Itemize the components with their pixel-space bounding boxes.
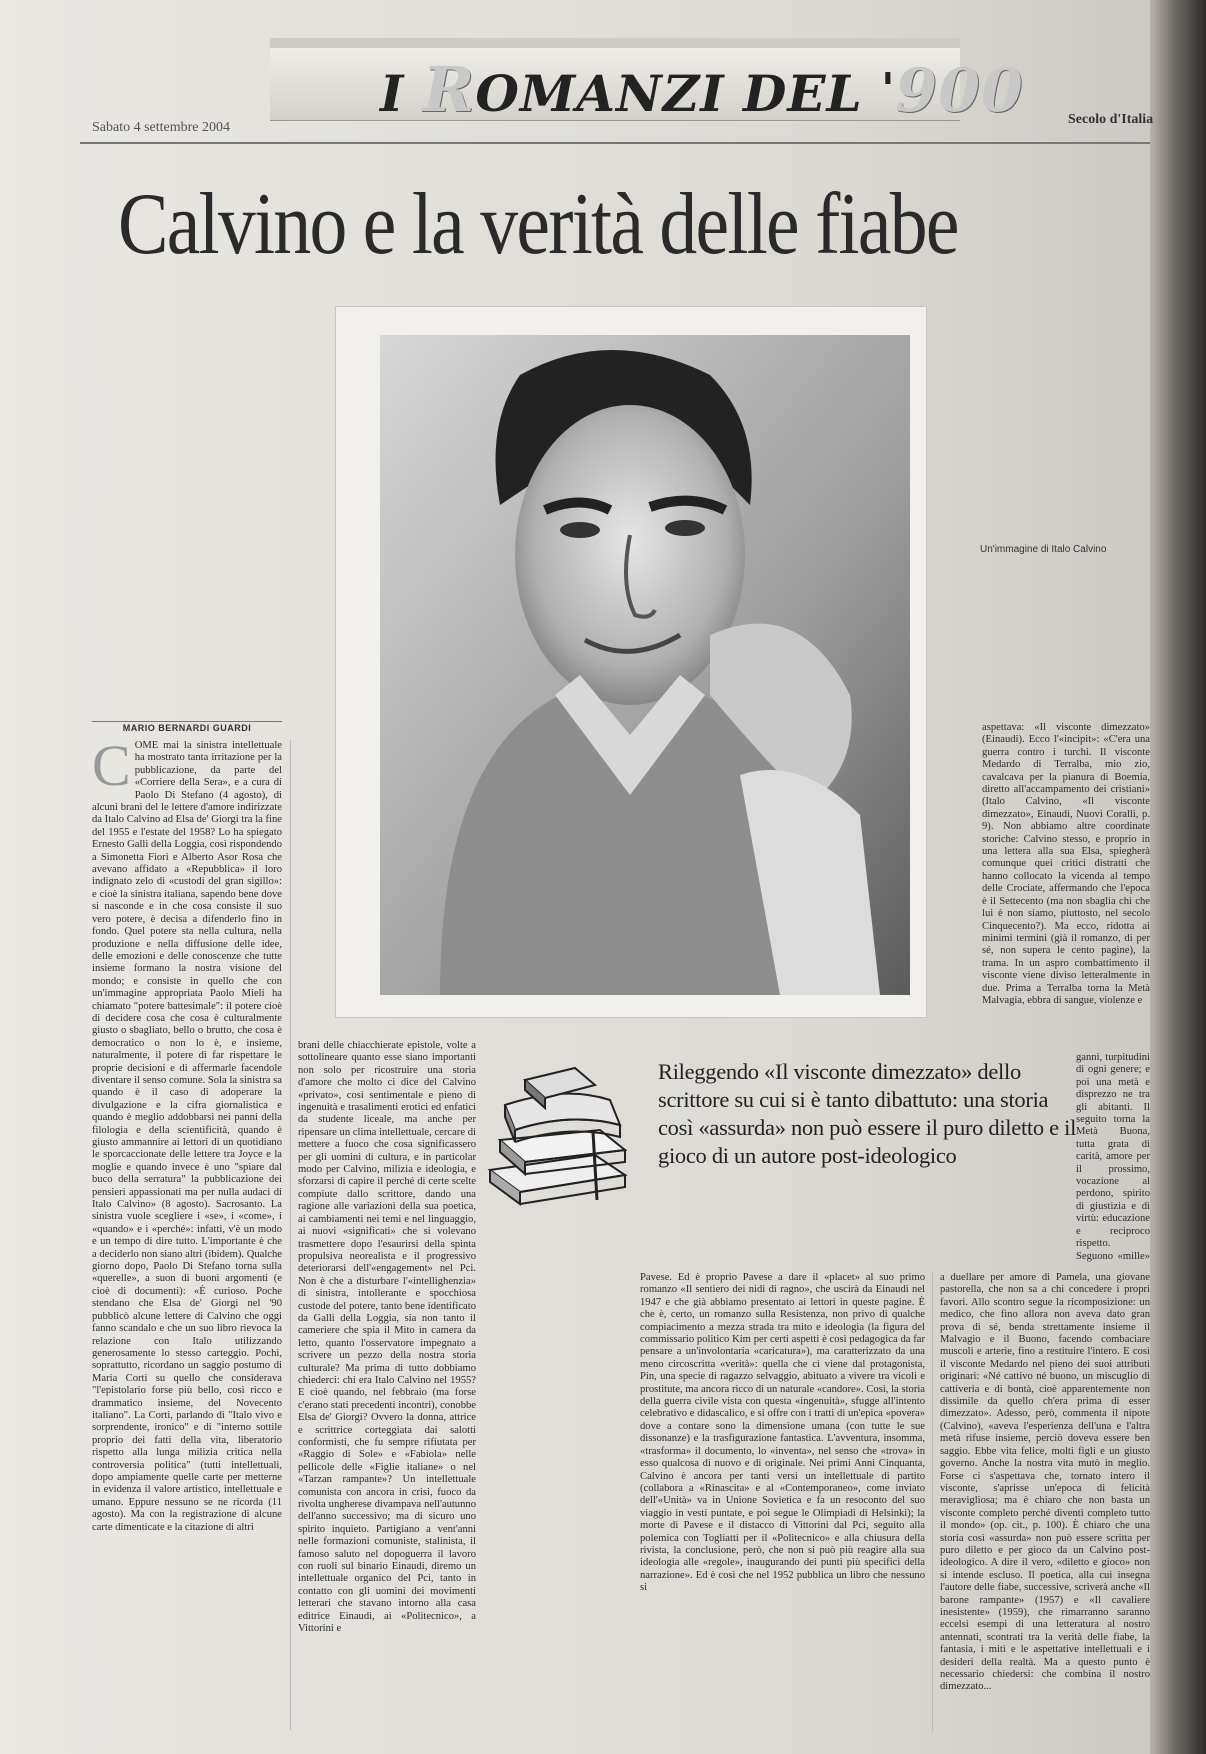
column-2-text: brani delle chiacchierate epistole, volte a sottolineare quanto esse siano importanti non solo per ricostruire una storia d'amore che molto ci dice del Calvino «privato», così sentimentale e pieno di ingenuità e trasalimenti erotici ed enfatici da studente liceale, ma anche per ripensare un clima intellettuale, cercare di mettere a fuoco che cosa significassero per gli uomini di cultura, e in particolar modo per Calvino, milizia e ideologia, e sforzarsi di capire il perché di certe scelte compiute dallo scrittore, dando una ragione alle variazioni della sua poetica, ai cambiamenti nei temi e nel linguaggio, ai nuovi «significati» che si volevano trasmettere dopo l'esaurirsi della spinta propulsiva neorealista e il progressivo deteriorarsi dell'«engagement» nel Pci. Non è che a disturbare l'«intellighenzia» di sinistra, intollerante e spocchiosa custode del potere, tanto bene identificato da Galli della Loggia, sia non tanto il cameriere che spia il Mito in camera da letto, quanto l'osservatore impegnato a scrivere un pezzo della nostra storia culturale? Ma prima di tutto dobbiamo chiederci: chi era Italo Calvino nel 1955? E cioè quando, nel febbraio (ma forse c'erano stati precedenti incontri), conobbe Elsa de' Giorgi? Ovvero la donna, attrice e scrittrice corteggiata dai salotti conformisti, che fu sempre rifiutata per «Raggio di Sole» e «Fabiola» nelle pellicole delle «Figlie italiane» o nel «Tarzan rampante»? Un intellettuale comunista con ancora in crisi, fuoco da rivolta ungherese divampava nell'autunno dell'anno successivo; ma di sicuro uno spirito inquieto. Partigiano a vent'anni nelle formazioni comuniste, stalinista, il famoso saluto nel dopoguerra il lavoro con ruoli sul binario Einaudi, diremo un intellettuale organico del Pci, tanto in contatto con gli uomini dei movimenti letterari che stavano intorno alla casa editrice Einaudi, ai «Politecnico», a Vittorini e — [298, 1040, 476, 1635]
column-divider — [290, 740, 291, 1730]
series-title-r: R — [422, 53, 476, 126]
column-4-mid-text: ganni, turpitudini di ogni genere; e poi una metà e disprezzo ne tra gli abitanti. Il seguito torna la Metà Buona, tutta grata di carità, amore per il prossimo, vocazione al perdono, spirito di giustizia e di virtù: educazione e reciproco rispetto. Seguono «mille» — [1076, 1052, 1150, 1262]
series-title-mid: OMANZI DEL — [475, 64, 882, 123]
portrait-illustration — [380, 335, 910, 995]
book-binding-edge — [1150, 0, 1206, 1754]
column-4-bottom-text: a duellare per amore di Pamela, una giovane pastorella, che non sa a chi concedere i propri favori. Allo scontro segue la ricomposizione: un medico, che fino allora non aveva dato gran prova di sé, benda strettamente insieme il Malvagio e il Buono, facendo combaciare muscoli e arterie, fino a restituire l'intero. E così il visconte Medardo nel pieno dei suoi attributi originari: «Né cattivo né buono, un miscuglio di cattiveria e di bontà, cioè apparentemente non dissimile da quello ch'era prima di esser dimezzato». Adesso, però, commenta il nipote (Calvino), «aveva l'esperienza dell'una e l'altra metà rifuse insieme, perciò doveva essere ben saggio. Ebbe vita felice, molti figli e un giusto governo. Anche la nostra vita mutò in meglio. Forse ci s'aspettava che, tornato intero il visconte, s'aprisse un'epoca di felicità meravigliosa; ma è chiaro che non basta un visconte completo perché diventi completo tutto il mondo» (op. cit., p. 100). È chiaro che una storia così «assurda» non può essere scritta per puro diletto e per gioco da un Calvino post-ideologico. A dire il vero, «diletto e gioco» non si intende escluso. Il poetica, alla cui insegna l'autore delle fiabe, successive, scriverà anche «Il barone rampante» (1957) e «Il cavaliere inesistente» (1959), che rimarranno saranno eccelsi esempi di una letteratura al nostro antennati, scontrati tra la verità delle fiabe, la fantasia, i miti e le aspettative intellettuali e i desideri della realtà. Ma a questo punto è necessario chiedersi: che combina il nostro dimezzato... — [940, 1272, 1150, 1693]
column-3-text: Pavese. Ed è proprio Pavese a dare il «placet» al suo primo romanzo «Il sentiero dei nidi di ragno», che uscirà da Einaudi nel 1947 e che già abbiamo presentato ai lettori in queste pagine. È che è, certo, un romanzo sulla Resistenza, non privo di qualche compiacimento a mezza strada tra mito e ideologia (la figura del commissario politico Kim per certi aspetti è così pedagogica da far pensare a un'involontaria «caricatura»), ma caratterizzato da una meno circoscritta «verità»: quella che ci viene dal protagonista, Pin, una specie di ragazzo selvaggio, abituato a vivere tra vicoli e prostitute, ma ancora ricco di un naturale «candore». Così, la storia della guerra civile vista con questa «ingenuità», sfugge all'intento celebrativo e didascalico, e si offre con i tratti di un'epica «povera» dove a contare sono la dimensione umana (con tutte le sue dissonanze) e la trasfigurazione fantastica. L'avventura, insomma, «trasforma» il documento, lo «inventa», nel senso che «trova» in esso qualcosa di nuovo e di originale. Nei primi Anni Cinquanta, Calvino è ancora per tanti versi un intellettuale di partito (collabora a «Rinascita» e al «Contemporaneo», come inviato dell'«Unità» va in Unione Sovietica e fa un resoconto del suo viaggio in vesti puntate, e poi segue le Olimpiadi di Helsinki); la morte di Pavese e il distacco di Vittorini dal Pci, seguito alla polemica con Togliatti per il «Politecnico» e alla chiusura della rivista, la conclusione, però, che non si può più reagire alla sua ideologia alle «regole», inaugurando dei punti più specifici della narrazione». Ed è così che nel 1952 pubblica un libro che nessuno si — [640, 1272, 925, 1594]
headline: Calvino e la verità delle fiabe — [118, 176, 958, 273]
byline: MARIO BERNARDI GUARDI — [122, 723, 252, 733]
series-title-year: 900 — [895, 56, 1024, 126]
portrait-photo — [380, 335, 910, 995]
article-column-4-top — [982, 722, 1150, 1052]
header-rule — [80, 142, 1150, 144]
series-title — [380, 53, 1024, 126]
byline-rule — [92, 721, 282, 722]
photo-caption: Un'immagine di Italo Calvino — [980, 544, 1107, 555]
column-divider-2 — [932, 1272, 933, 1732]
series-title-apostrophe: ' — [881, 64, 896, 115]
publication-date: Sabato 4 settembre 2004 — [92, 120, 231, 135]
article-column-3 — [640, 1272, 925, 1732]
series-title-prefix: I — [380, 64, 423, 123]
article-column-1 — [92, 740, 282, 1730]
drop-cap: C — [92, 740, 131, 798]
newspaper-name: Secolo d'Italia — [1068, 112, 1154, 127]
article-column-2a — [298, 1040, 476, 1730]
article-column-4-bottom — [940, 1272, 1150, 1732]
books-illustration — [475, 1060, 645, 1210]
books-icon — [475, 1060, 645, 1210]
column-1-text: OME mai la sinistra intellettuale ha mostrato tanta irritazione per la pubblicazione, da parte del «Corriere della Sera», e a cura di Paolo Di Stefano (4 agosto), di alcuni brani del le lettere d'amore indirizzate da Italo Calvino ad Elsa de' Giorgi tra la fine del 1955 e l'estate del 1958? Lo ha spiegato Ernesto Galli della Loggia, così rispondendo a Simonetta Fiori e Alberto Asor Rosa che avevano affidato a «Repubblica» il loro indignato zelo di «custodi del gran sigillo»: e cioè la sinistra italiana, sapendo bene dove si nasconde e in che cosa consiste il suo vero potere, è decisa a difenderlo fino in fondo. Quel potere sta nella cultura, nella produzione e nella diffusione delle idee, delle emozioni e delle conoscenze che tutte insieme formano la nostra visione del mondo; e consiste in quello che con un'immagine appropriata Paolo Mieli ha chiamato "potere battesimale": il potere cioè di decidere cosa che cosa è culturalmente giusto o sbagliato, bello o brutto, che cosa è democratico o non lo è, e insieme, naturalmente, il potere di far rispettare le proprie decisioni e di affermarle facendole diventare il senso comune. Sola la sinistra sa quando è il caso di adoperare la divulgazione e la cifra giornalistica e quando è meglio addobbarsi nei panni della filologia e della scientificità, quando è giusto ammannire ai lettori di un quotidiano le sporcaccionate delle lettere tra Joyce e la moglie e quando invece è uno "spiare dal buco della serratura" la pubblicazione dei pensieri appassionati ma per nulla audaci di Italo Calvino» (8 agosto). Sacrosanto. La sinistra vuole scegliere i «se», i «come», i «quando» e i «perché»: infatti, v'è un modo e un tempo di dire tutto. L'importante è che a deciderlo non siano altri (ibidem). Qualche giorno dopo, Paolo Di Stefano torna sulla «querelle», a suon di buoni argomenti (e cioè di documenti): «È curioso. Poche stendano che Elsa de' Giorgi nel '90 pubblicò alcune lettere di Calvino che oggi fanno scandalo e che un suo libro rievoca la relazione con Italo utilizzando generosamente lo stesso carteggio. Pochi, soprattutto, ricordano un saggio postumo di Maria Corti su quello che considerava "l'epistolario forse più bello, così ricco e drammatico insieme, del Novecento italiano". La Corti, parlando di "Italo vivo e sorprendente, ironico" e di "interno sottile proprio dei fatti della vita, liberatorio rispetto alla lunga milizia critica nella controversia politica" (tutti intellettuali, dopo ampiamente quelle carte per metterne in evidenza il valore artistico, intellettuale e umano. Eppure nessuno se ne ricorda (11 agosto). Ma con la registrazione di alcune carte dimenticate e la citazione di altri — [92, 740, 282, 1533]
article-column-4-mid — [1076, 1052, 1150, 1262]
column-4-top-text: aspettava: «Il visconte dimezzato» (Einaudi). Ecco l'«incipit»: «C'era una guerra contro i turchi. Il visconte Medardo di Terralba, mio zio, cavalcava per la pianura di Boemia, diretto all'accampamento dei cristiani» (Italo Calvino, «Il visconte dimezzato», Einaudi, Nuovi Coralli, p. 9). Non abbiamo altre coordinate storiche: Calvino stesso, e proprio in una lettera alla sua Elsa, spiegherà comunque quei critici distratti che hanno collocato la vicenda al tempo delle Crociate, affermando che l'epoca è il Settecento (ma non sbaglia chi che lui è non siamo, piuttosto, nel secolo Cinquecento?). Ma ecco, ridotta ai minimi termini (già il romanzo, di per sé, non supera le cento pagine), la trama. In un aspro combattimento il visconte viene diviso letteralmente in due. Prima a Terralba torna la Metà Malvagia, ebbra di sangue, violenze e — [982, 722, 1150, 1006]
pull-quote: Rileggendo «Il visconte dimezzato» dello scrittore su cui si è tanto dibattuto: una storia così «assurda» non può essere il puro diletto e il gioco di un autore post-ideologico — [658, 1059, 1077, 1168]
